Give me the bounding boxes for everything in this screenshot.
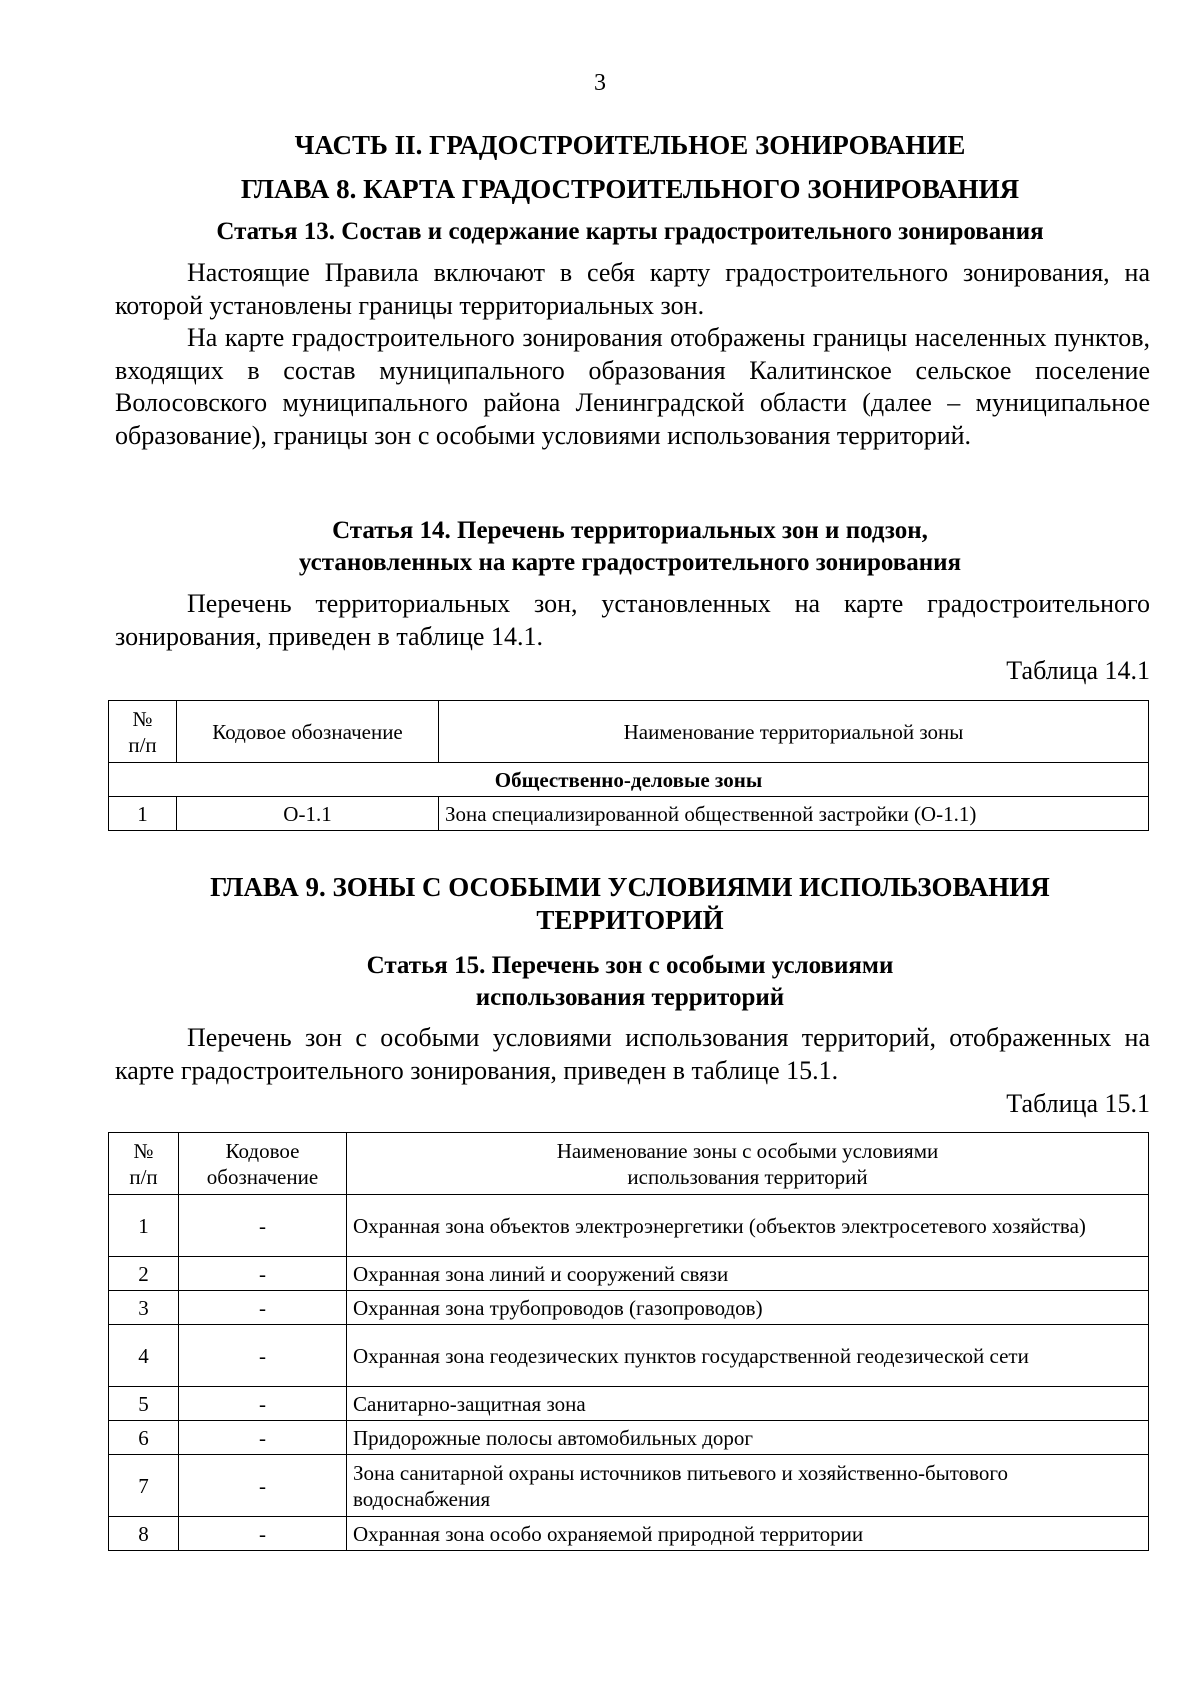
header-cell-code <box>179 1133 347 1195</box>
cell-name: Охранная зона трубопроводов (газопроводов) <box>347 1291 1149 1325</box>
cell-code: - <box>179 1195 347 1257</box>
table-group-row <box>109 763 1149 797</box>
header-code-line2: обозначение <box>206 1164 319 1189</box>
cell-code: - <box>179 1421 347 1455</box>
cell-name: Охранная зона линий и сооружений связи <box>347 1257 1149 1291</box>
article15-title-line1: Статья 15. Перечень зон с особыми условиями <box>366 952 894 979</box>
table-row <box>109 1257 1149 1291</box>
cell-code: - <box>179 1517 347 1551</box>
cell-no: 1 <box>109 1195 179 1257</box>
header-name-line2: использования территорий <box>627 1164 868 1189</box>
table-row <box>109 1455 1149 1517</box>
cell-no: 3 <box>109 1291 179 1325</box>
page-number: 3 <box>594 70 606 96</box>
article15-title-line2: использования территорий <box>475 984 785 1011</box>
article14-title-line1: Статья 14. Перечень территориальных зон и подзон, <box>332 517 928 544</box>
header-no-line2: п/п <box>129 1164 158 1189</box>
part-title: ЧАСТЬ II. ГРАДОСТРОИТЕЛЬНОЕ ЗОНИРОВАНИЕ <box>294 130 966 160</box>
cell-name: Охранная зона объектов электроэнергетики (объектов электросетевого хозяйства) <box>347 1195 1149 1257</box>
table-row <box>109 1387 1149 1421</box>
article14-paragraph: Перечень территориальных зон, установленных на карте градостроительного зонирования, приведен в таблице 14.1. <box>115 589 1150 651</box>
header-no-line2: п/п <box>128 732 157 757</box>
cell-no: 4 <box>109 1325 179 1387</box>
cell-name: Зона санитарной охраны источников питьевого и хозяйственно-бытового водоснабжения <box>347 1455 1149 1517</box>
header-code-line1: Кодовое <box>225 1138 300 1163</box>
article13-title: Статья 13. Состав и содержание карты градостроительного зонирования <box>216 218 1044 245</box>
header-cell-no <box>109 701 177 763</box>
header-cell-name: Наименование территориальной зоны <box>439 701 1149 763</box>
table-14-1 <box>108 700 1149 831</box>
table-row <box>109 1517 1149 1551</box>
header-no-line1: № <box>133 1138 154 1163</box>
table-14-1-caption: Таблица 14.1 <box>1006 656 1150 685</box>
cell-code: - <box>179 1257 347 1291</box>
cell-code: - <box>179 1387 347 1421</box>
article15-paragraph: Перечень зон с особыми условиями использования территорий, отображенных на карте градостроительного зонирования, приведен в таблице 15.1. <box>115 1023 1150 1085</box>
cell-no: 6 <box>109 1421 179 1455</box>
cell-no: 7 <box>109 1455 179 1517</box>
chapter9-title-line1: ГЛАВА 9. ЗОНЫ С ОСОБЫМИ УСЛОВИЯМИ ИСПОЛЬЗОВАНИЯ <box>210 872 1050 902</box>
cell-no: 5 <box>109 1387 179 1421</box>
header-no-line1: № <box>132 706 153 731</box>
header-name-line1: Наименование зоны с особыми условиями <box>556 1138 939 1163</box>
cell-code: - <box>179 1455 347 1517</box>
table-15-1-caption: Таблица 15.1 <box>1006 1089 1150 1118</box>
cell-no: 2 <box>109 1257 179 1291</box>
table-header-row <box>109 1133 1149 1195</box>
cell-code: - <box>179 1291 347 1325</box>
article13-paragraph2: На карте градостроительного зонирования отображены границы населенных пунктов, входящих в состав муниципального образования Калитинское сельское поселение Волосовского муниципального района Ленинградской области (далее – муниципальное образование), границы зон с особыми условиями использования территорий. <box>115 323 1150 450</box>
cell-name: Охранная зона геодезических пунктов государственной геодезической сети <box>347 1325 1149 1387</box>
chapter8-title: ГЛАВА 8. КАРТА ГРАДОСТРОИТЕЛЬНОГО ЗОНИРОВАНИЯ <box>240 174 1020 204</box>
cell-name: Охранная зона особо охраняемой природной территории <box>347 1517 1149 1551</box>
cell-code: О-1.1 <box>177 797 439 831</box>
cell-no: 1 <box>109 797 177 831</box>
table-15-1 <box>108 1132 1149 1551</box>
cell-no: 8 <box>109 1517 179 1551</box>
header-cell-code: Кодовое обозначение <box>177 701 439 763</box>
table-header-row <box>109 701 1149 763</box>
table-row <box>109 797 1149 831</box>
header-cell-name <box>347 1133 1149 1195</box>
cell-name: Зона специализированной общественной застройки (О-1.1) <box>439 797 1149 831</box>
chapter9-title-line2: ТЕРРИТОРИЙ <box>536 905 724 935</box>
group-cell: Общественно-деловые зоны <box>109 763 1149 797</box>
article14-title-line2: установленных на карте градостроительного зонирования <box>298 549 962 576</box>
table-row <box>109 1195 1149 1257</box>
header-cell-no <box>109 1133 179 1195</box>
table-row <box>109 1325 1149 1387</box>
table-row <box>109 1421 1149 1455</box>
table-row <box>109 1291 1149 1325</box>
article13-paragraph1: Настоящие Правила включают в себя карту градостроительного зонирования, на которой установлены границы территориальных зон. <box>115 258 1150 320</box>
cell-code: - <box>179 1325 347 1387</box>
cell-name: Санитарно-защитная зона <box>347 1387 1149 1421</box>
cell-name: Придорожные полосы автомобильных дорог <box>347 1421 1149 1455</box>
